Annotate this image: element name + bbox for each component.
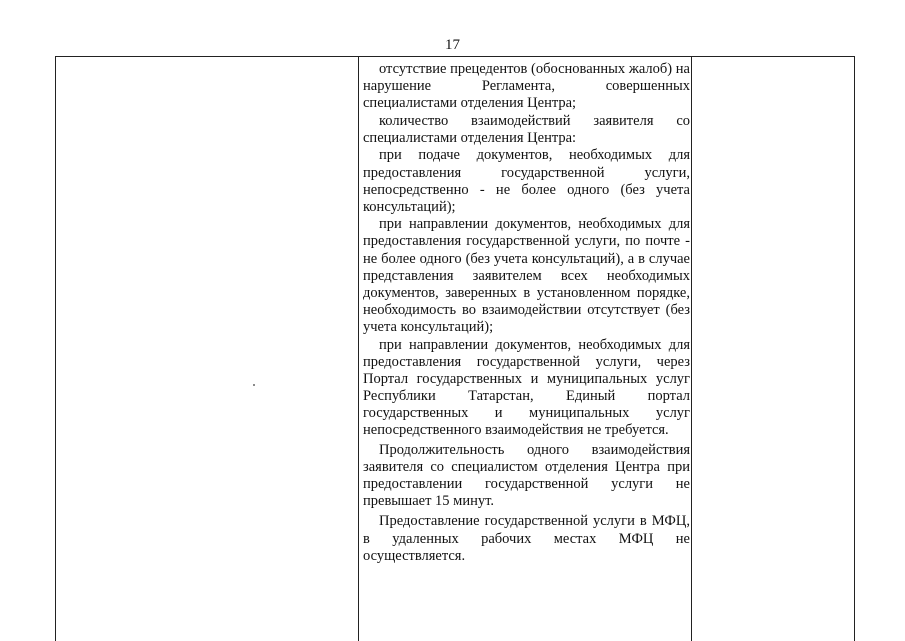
scan-speck	[253, 384, 255, 386]
table-left-border	[55, 57, 56, 641]
document-table	[55, 56, 855, 641]
column-divider-1	[358, 57, 359, 641]
paragraph-interaction-count: количество взаимодействий заявителя со специалистами отделения Центра:	[363, 112, 690, 146]
page-number: 17	[445, 37, 460, 53]
paragraph-portal-submission: при направлении документов, необходимых для предоставления государственной услуги, через Портал государственных и муниципальных услуг Республики Татарстан, Единый портал государственных и муниципальных услуг непосредственного взаимодействия не требуется.	[363, 336, 690, 438]
paragraph-mfc-not-provided: Предоставление государственной услуги в МФЦ, в удаленных рабочих местах МФЦ не осуществляется.	[363, 513, 690, 564]
paragraph-interaction-duration: Продолжительность одного взаимодействия заявителя со специалистом отделения Центра при предоставлении государственной услуги не превышает 15 минут.	[363, 442, 690, 510]
paragraph-mail-submission: при направлении документов, необходимых для предоставления государственной услуги, по почте - не более одного (без учета консультаций), а в случае представления заявителем всех необходимых документов, заверенных в установленном порядке, необходимость во взаимодействии отсутствует (без учета консультаций);	[363, 216, 690, 335]
paragraph-in-person-submission: при подаче документов, необходимых для предоставления государственной услуги, непосредственно - не более одного (без учета консультаций);	[363, 147, 690, 215]
table-right-border	[854, 57, 855, 641]
paragraph-no-complaints: отсутствие прецедентов (обоснованных жалоб) на нарушение Регламента, совершенных специалистами отделения Центра;	[363, 61, 690, 112]
column-divider-2	[691, 57, 692, 641]
middle-column-cell	[363, 61, 690, 565]
